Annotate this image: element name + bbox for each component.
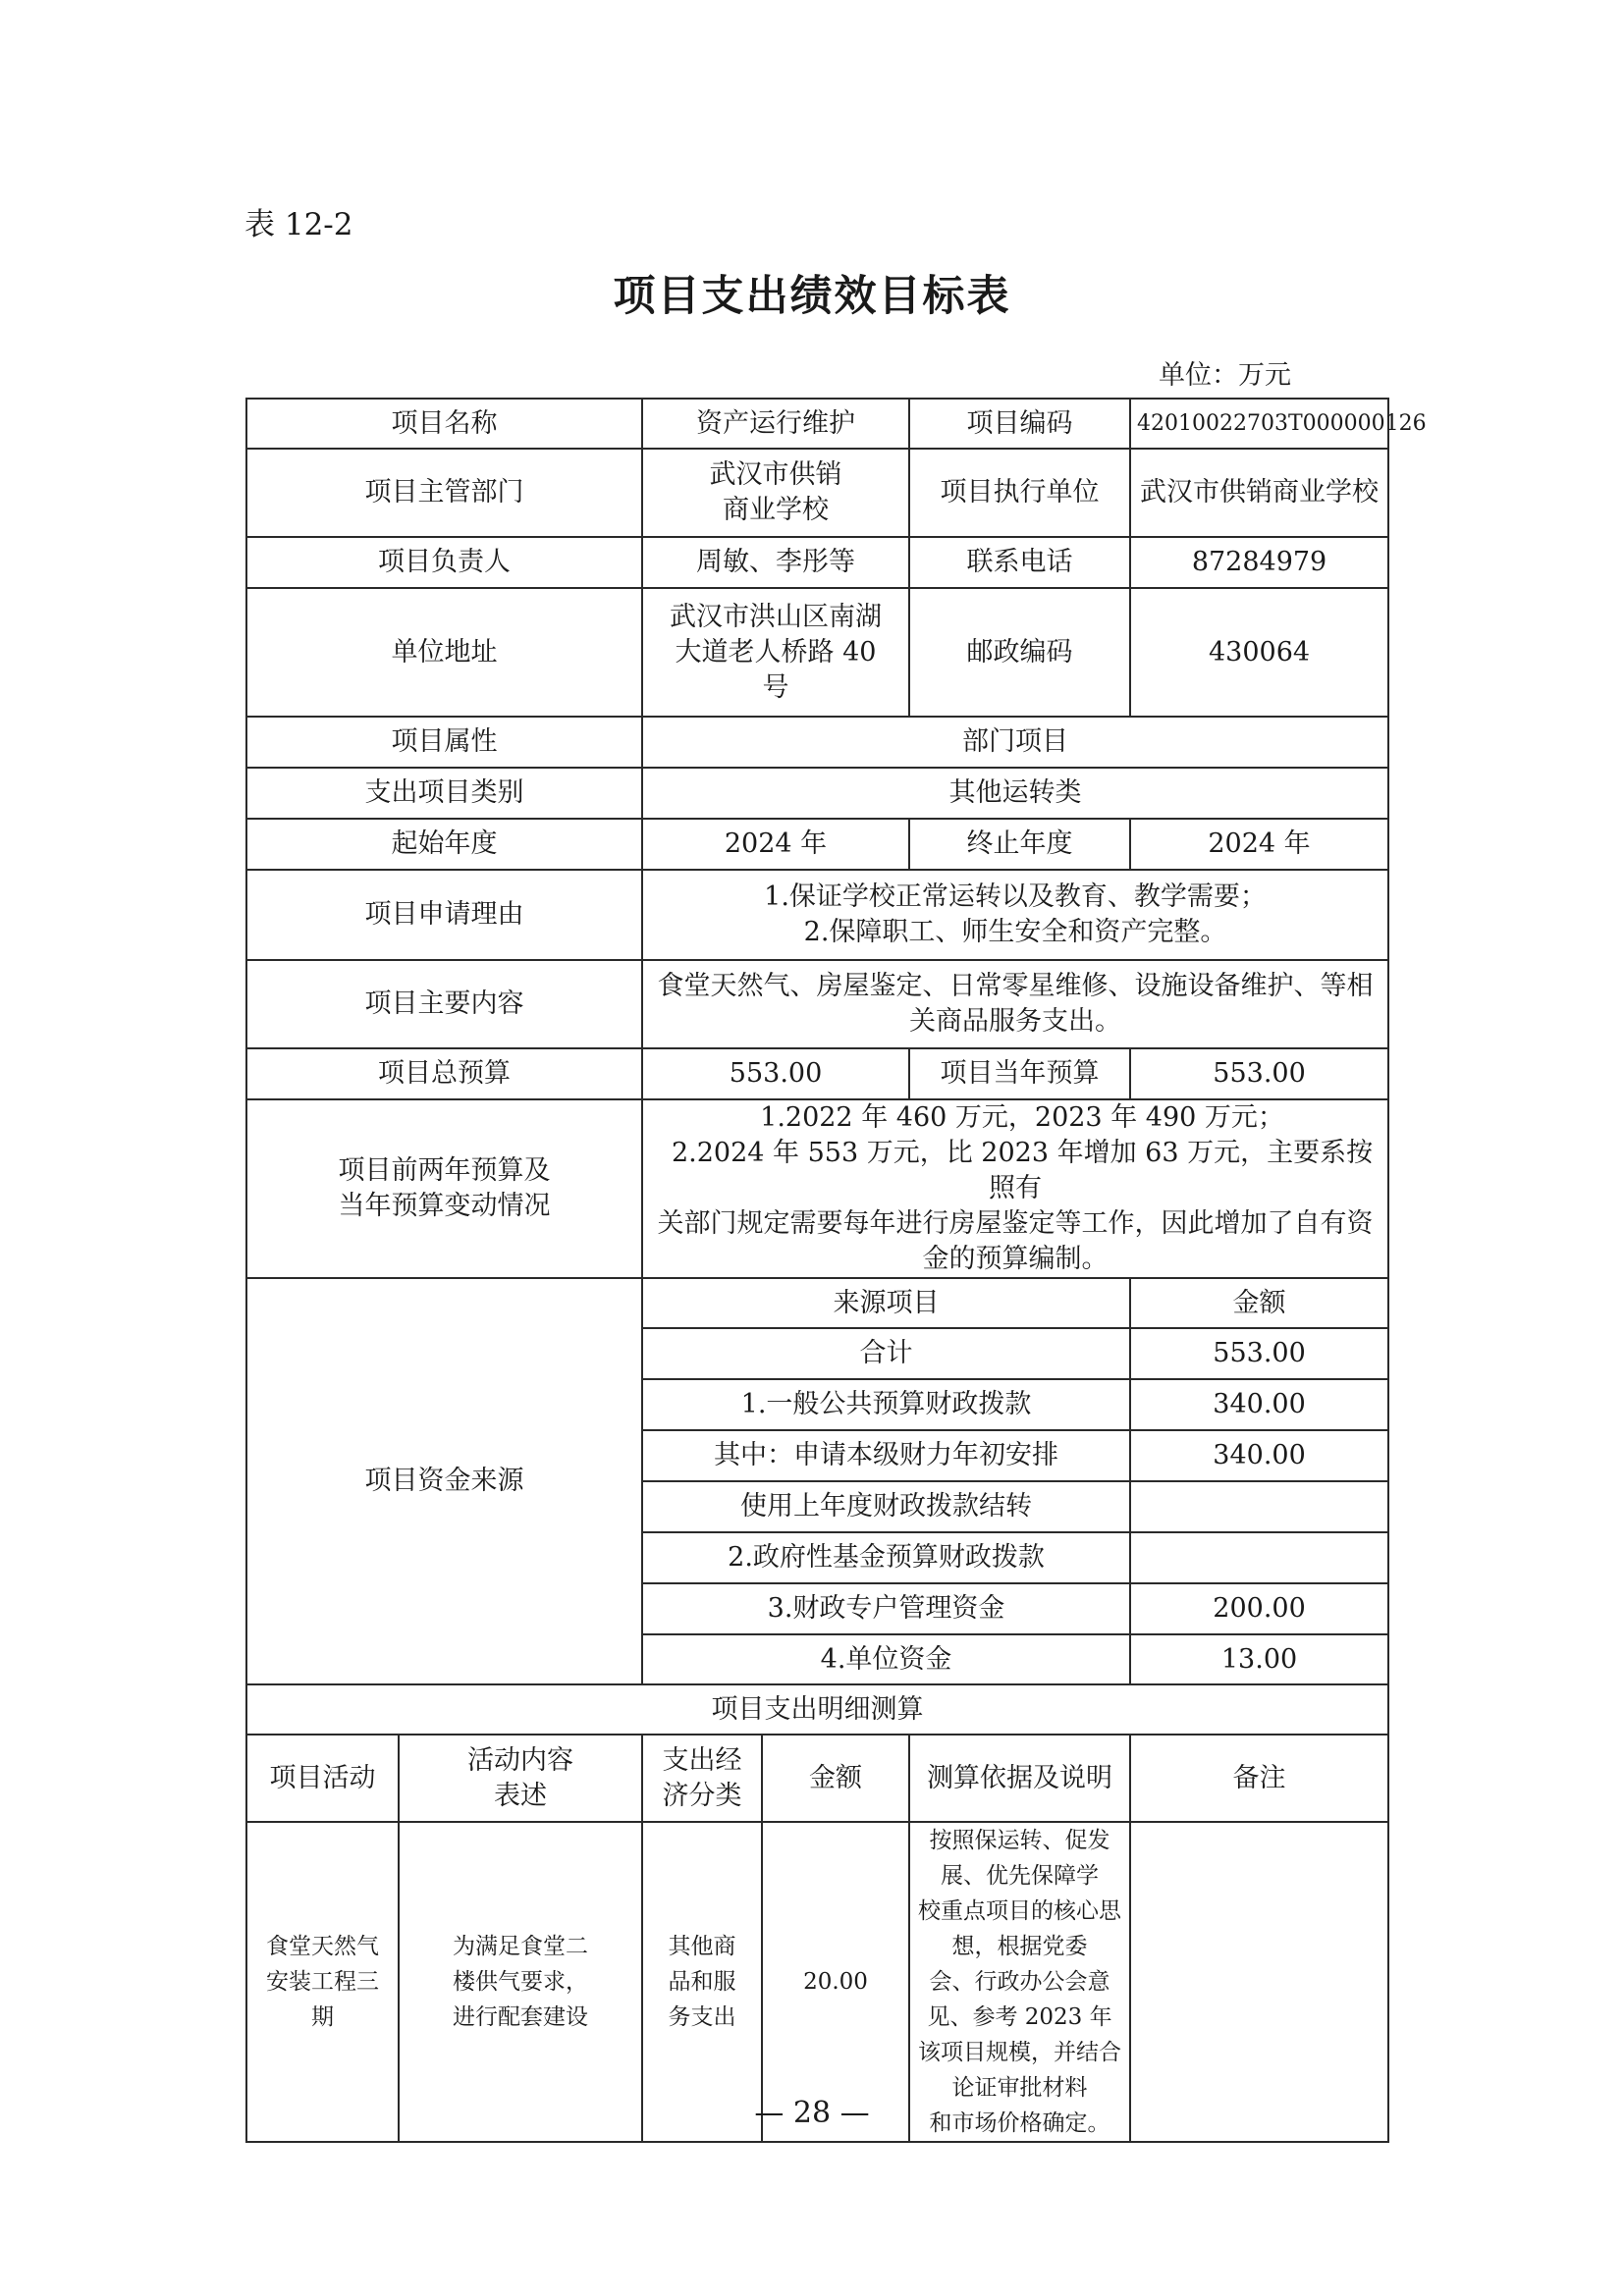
detail-col-desc-line: 表述: [494, 1780, 548, 1811]
detail-econ: [642, 1822, 762, 2142]
address-line: 大道老人桥路 40: [675, 636, 877, 667]
funding-amount: [1130, 1481, 1388, 1532]
funding-amount: [1130, 1532, 1388, 1583]
row-reason: [246, 870, 1388, 960]
row-budget-change: [246, 1099, 1388, 1278]
label-owner: 项目负责人: [246, 537, 642, 588]
detail-desc-line: 为满足食堂二: [453, 1934, 589, 1959]
value-address: [642, 588, 909, 717]
detail-activity: [246, 1822, 399, 2142]
row-budget: [246, 1048, 1388, 1099]
funding-header-row: [246, 1278, 1388, 1328]
label-current-budget: 项目当年预算: [909, 1048, 1130, 1099]
change-line: 关部门规定需要每年进行房屋鉴定等工作，因此增加了自有资: [657, 1208, 1374, 1239]
funding-source-name: 3.财政专户管理资金: [642, 1583, 1130, 1634]
label-project-code: 项目编码: [909, 399, 1130, 449]
label-funding-source: 项目资金来源: [246, 1278, 642, 1684]
content-line: 食堂天然气、房屋鉴定、日常零星维修、设施设备维护、等相: [657, 971, 1374, 1001]
value-budget-change: [642, 1099, 1388, 1278]
funding-col-amount: 金额: [1130, 1278, 1388, 1328]
detail-col-remark: 备注: [1130, 1735, 1388, 1822]
page-number: — 28 —: [754, 2096, 870, 2130]
funding-source-name: 1.一般公共预算财政拨款: [642, 1379, 1130, 1430]
value-start-year: 2024 年: [642, 819, 909, 870]
change-label-line: 项目前两年预算及: [338, 1155, 551, 1186]
performance-target-table: [245, 398, 1427, 2143]
value-category: 其他运转类: [642, 768, 1388, 819]
funding-col-source: 来源项目: [642, 1278, 1130, 1328]
funding-source-name: 使用上年度财政拨款结转: [642, 1481, 1130, 1532]
detail-econ-line: 务支出: [668, 2004, 736, 2030]
value-owner: 周敏、李彤等: [642, 537, 909, 588]
detail-col-econ: [642, 1735, 762, 1822]
row-attribute: [246, 717, 1388, 768]
label-budget-change: [246, 1099, 642, 1278]
value-project-name: 资产运行维护: [642, 399, 909, 449]
detail-activity-line: 安装工程三: [266, 1969, 379, 1995]
value-exec-unit: 武汉市供销商业学校: [1130, 449, 1388, 537]
row-dept: [246, 449, 1388, 537]
value-current-budget: 553.00: [1130, 1048, 1388, 1099]
detail-col-econ-line: 济分类: [662, 1780, 742, 1811]
funding-amount: 553.00: [1130, 1328, 1388, 1379]
detail-econ-line: 品和服: [668, 1969, 736, 1995]
detail-activity-line: 食堂天然气: [266, 1934, 379, 1959]
value-content: [642, 960, 1388, 1048]
content-line: 关商品服务支出。: [909, 1006, 1122, 1037]
detail-basis-line: 该项目规模，并结合论证审批材料: [918, 2040, 1122, 2101]
label-address: 单位地址: [246, 588, 642, 717]
funding-amount: 340.00: [1130, 1379, 1388, 1430]
reason-line: 1.保证学校正常运转以及教育、教学需要；: [764, 881, 1267, 912]
funding-amount: 340.00: [1130, 1430, 1388, 1481]
detail-col-basis: 测算依据及说明: [909, 1735, 1130, 1822]
detail-amount: 20.00: [762, 1822, 909, 2142]
funding-amount: 200.00: [1130, 1583, 1388, 1634]
table-number: 表 12-2: [244, 207, 353, 242]
value-project-code: 42010022703T000000126: [1130, 399, 1388, 449]
detail-col-activity: 项目活动: [246, 1735, 399, 1822]
detail-basis-line: 按照保运转、促发展、优先保障学: [929, 1828, 1110, 1889]
detail-desc-line: 楼供气要求，: [453, 1969, 589, 1995]
funding-source-name: 2.政府性基金预算财政拨款: [642, 1532, 1130, 1583]
detail-title-row: [246, 1684, 1388, 1735]
dept-line: 商业学校: [723, 495, 830, 525]
label-total-budget: 项目总预算: [246, 1048, 642, 1099]
row-address: [246, 588, 1388, 717]
label-dept: 项目主管部门: [246, 449, 642, 537]
label-content: 项目主要内容: [246, 960, 642, 1048]
value-phone: 87284979: [1130, 537, 1388, 588]
detail-desc: [399, 1822, 642, 2142]
value-total-budget: 553.00: [642, 1048, 909, 1099]
change-label-line: 当年预算变动情况: [338, 1191, 551, 1221]
value-reason: [642, 870, 1388, 960]
detail-basis-line: 会、行政办公会意见、参考 2023 年: [927, 1969, 1112, 2030]
detail-row: [246, 1822, 1388, 2142]
value-zip: 430064: [1130, 588, 1388, 717]
detail-remark: [1130, 1822, 1388, 2142]
change-line: 2.2024 年 553 万元，比 2023 年增加 63 万元，主要系按照有: [671, 1138, 1374, 1203]
detail-section-title: 项目支出明细测算: [246, 1684, 1388, 1735]
funding-source-name: 合计: [642, 1328, 1130, 1379]
detail-activity-line: 期: [311, 2004, 334, 2030]
funding-amount: 13.00: [1130, 1634, 1388, 1684]
funding-source-name: 其中：申请本级财力年初安排: [642, 1430, 1130, 1481]
detail-econ-line: 其他商: [668, 1934, 736, 1959]
label-end-year: 终止年度: [909, 819, 1130, 870]
change-line: 1.2022 年 460 万元，2023 年 490 万元；: [760, 1102, 1284, 1133]
dept-line: 武汉市供销: [709, 459, 842, 490]
detail-col-desc-line: 活动内容: [467, 1744, 574, 1776]
label-project-name: 项目名称: [246, 399, 642, 449]
row-years: [246, 819, 1388, 870]
label-reason: 项目申请理由: [246, 870, 642, 960]
row-category: [246, 768, 1388, 819]
value-dept: [642, 449, 909, 537]
address-line: 武汉市洪山区南湖: [670, 601, 883, 632]
unit-label: 单位：万元: [1159, 360, 1291, 391]
label-category: 支出项目类别: [246, 768, 642, 819]
detail-col-amount: 金额: [762, 1735, 909, 1822]
detail-basis: [909, 1822, 1130, 2142]
label-start-year: 起始年度: [246, 819, 642, 870]
change-line: 金的预算编制。: [922, 1244, 1109, 1274]
detail-basis-line: 校重点项目的核心思想，根据党委: [918, 1898, 1122, 1959]
label-phone: 联系电话: [909, 537, 1130, 588]
row-content: [246, 960, 1388, 1048]
reason-line: 2.保障职工、师生安全和资产完整。: [803, 917, 1227, 947]
value-end-year: 2024 年: [1130, 819, 1388, 870]
value-attribute: 部门项目: [642, 717, 1388, 768]
row-owner: [246, 537, 1388, 588]
row-project-name: [246, 399, 1388, 449]
detail-desc-line: 进行配套建设: [453, 2004, 589, 2030]
detail-basis-line: 和市场价格确定。: [929, 2110, 1110, 2136]
detail-col-desc: [399, 1735, 642, 1822]
address-line: 号: [762, 671, 789, 703]
label-attribute: 项目属性: [246, 717, 642, 768]
funding-source-name: 4.单位资金: [642, 1634, 1130, 1684]
document-title: 项目支出绩效目标表: [613, 272, 1011, 321]
label-zip: 邮政编码: [909, 588, 1130, 717]
detail-header-row: [246, 1735, 1388, 1822]
detail-col-econ-line: 支出经: [662, 1744, 742, 1776]
label-exec-unit: 项目执行单位: [909, 449, 1130, 537]
